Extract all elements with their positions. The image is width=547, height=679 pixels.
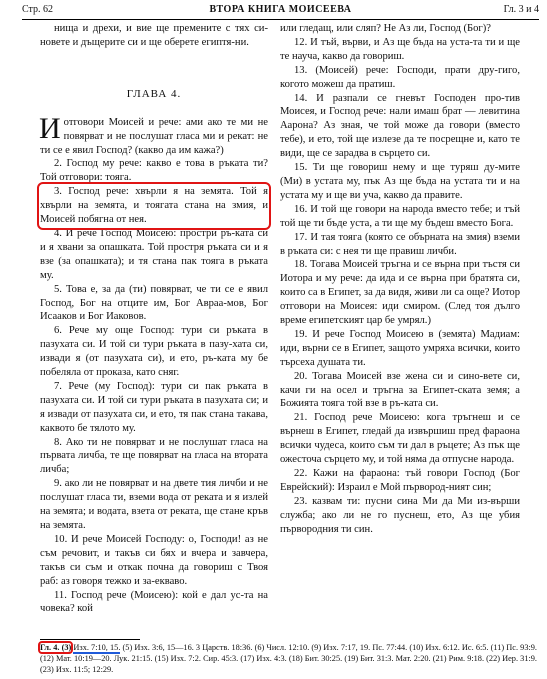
verse-17: 17. И тая тояга (която се обърната на змия) вземи в ръката си: с нея ти ще правиш личби. xyxy=(280,231,520,257)
verse-23: 23. казвам ти: пусни сина Ми да Ми из-върши служба; ако ли не го пуснеш, ето, Аз ще убия първородния ти син. xyxy=(280,495,520,535)
verse-14: 14. И разпали се гневът Господен про-тив Моисея, и Господ рече: нали имаш брат — левитина Аарона? Аз зная, че той може да говори (вместо тебе), и ето, той ще излезе да те посрещне и, като те види, ще се зарадва в сърцето си. xyxy=(280,92,520,160)
verse-15: 15. Ти ще говориш нему и ще туряш ду-мите (Ми) в устата му, пък Аз ще бъда на устата ти и на устата му и ще ви уча, какво да правите. xyxy=(280,162,520,201)
verse-7: 7. Рече (му Господ): тури си пак ръката в пазухата си. И той си тури ръката в пазухата си; и я извади от пазухата си, и ето, тя пак стана такава, каквото бе тялото му. xyxy=(40,380,268,434)
verse-9: 9. ако ли не повярват и на двете тия личби и не послушат гласа ти, вземи вода от реката и я излей на земята; и водата, взета от реката, ще стане кръв на земята. xyxy=(40,478,268,531)
verse-22: 22. Кажи на фараона: тъй говори Господ (Бог Еврейский): Израил е Мой първород-ният син; xyxy=(280,468,520,493)
verse-16: 16. И той ще говори на народа вместо тебе; и тъй той ще ти бъде уста, а ти ще му бъдеш вместо Бога. xyxy=(280,203,520,229)
footnote-rule xyxy=(40,639,140,640)
verse-continuation: нища и дрехи, и вие ще премените с тях си-новете и дъщерите си и ще оберете египтя-ни. xyxy=(40,23,268,48)
footnote-chapter-marker[interactable]: Гл. 4. (3) xyxy=(40,643,72,652)
verse-3-highlighted[interactable]: 3. Господ рече: хвърли я на земята. Той я хвърли на земята, и тоягата стана на змия, и Моисей побягна от нея. xyxy=(40,186,268,226)
verse-11-continuation: или гледащ, или сляп? Не Аз ли, Господ (Бог)? xyxy=(280,23,492,34)
verse-13: 13. (Моисей) рече: Господи, прати дру-гиго, когото можеш да пратиш. xyxy=(280,64,520,90)
drop-cap: И xyxy=(39,111,61,145)
verse-6: 6. Рече му още Господ: тури си ръката в пазухата си. И той си тури ръката в пазу-хата си, извади я (от пазухата си), и ето, ръ-ката му бе побеляла от проказа, като сняг. xyxy=(40,325,268,379)
verse-1-text: отговори Моисей и рече: ами ако те ми не повярват и не послушат гласа ми и рекат: не ти се е явил Господ? (какво да им кажа?) xyxy=(40,116,268,156)
header-rule xyxy=(22,19,539,20)
verse-2: 2. Господ му рече: какво е това в ръката ти? Той отговори: тояга. xyxy=(40,158,268,184)
page-header xyxy=(22,3,539,17)
verse-1 xyxy=(39,111,268,158)
left-column xyxy=(40,22,268,616)
chapter-heading: ГЛАВА 4. xyxy=(126,87,182,100)
verse-18: 18. Тогава Моисей тръгна и се върна при тъстя си Иотора и му рече: да ида и се върна при братята си, които са в Египет, за да видя, живи ли са още? Иотор отговори на Моисея: иди смиром. (След тоя дълго време египетският цар бе умрял.) xyxy=(280,259,520,327)
verse-5: 5. Това е, за да (ти) повярват, че ти се е явил Господ, Бог на отците им, Бог Авраа-мов, Бог Исааков и Бог Иаковов. xyxy=(40,283,268,323)
verse-10: 10. И рече Моисей Господу: о, Господи! аз не съм речовит, и такъв си бях и вчера и завчера, такъв си съм и откак почна да говориш с Твоя раб: аз говоря тежко и за-екваво. xyxy=(40,533,268,587)
verse-11: 11. Господ рече (Моисею): кой е дал ус-та на човека? кой xyxy=(40,589,268,615)
verse-12: 12. И тъй, върви, и Аз ще бъда на уста-та ти и ще те науча, какво да говориш. xyxy=(280,36,520,62)
verse-8: 8. Ако ти не повярват и не послушат гласа на първата личба, те ще повярват на гласа на втората личба; xyxy=(40,436,268,476)
verse-20: 20. Тогава Моисей взе жена си и сино-вете си, качи ги на осел и тръгна за Египет-ската земя; а Божията тояга той взе в ръ-ката си. xyxy=(280,370,520,410)
footnotes xyxy=(40,642,537,675)
footnote-cross-reference-link[interactable]: Изх. 7:10, 15. xyxy=(73,643,121,652)
footnote-references: (5) Изх. 3:6, 15—16. 3 Царств. 18:36. (6) Числ. 12:10. (9) Изх. 7:17, 19. Пс. 77:44. (10) Изх. 6:12. Ис. 6:5. (11) Пс. 93:9. (12) Мат. 10:19—20. Лук. 21:15. (15) Изх. 7:2. Сир. 45:3. (17) Изх. 4:3. (18) Бит. 30:25. (19) Бит. 31:3. Мат. 2:20. (21) Рим. 9:18. (22) Иер. 31:9. (23) Изх. 11:5; 12:29. xyxy=(40,643,538,674)
verse-4: 4. И рече Господ Моисею: простри ръ-ката си и я хвани за опашката. Той простря ръката си и я взе (за опашката); и тя стана пак тояга в ръката му. xyxy=(40,227,268,281)
verse-21: 21. Господ рече Моисею: кога тръгнеш и се върнеш в Египет, гледай да извършиш пред фараона всички чудеса, които съм ти дал в ръцете; Аз пък ще ожесточа сърцето му, и той няма да отпусне народа. xyxy=(280,412,520,466)
page-number: Стр. 62 xyxy=(22,4,54,15)
chapter-range: Гл. 3 и 4 xyxy=(503,4,539,15)
book-title: ВТОРА КНИГА МОИСЕЕВА xyxy=(209,4,352,15)
verse-19: 19. И рече Господ Моисею в (земята) Мадиам: иди, върни се в Египет, защото умряха всички, които търсеха душата ти. xyxy=(280,328,520,368)
right-column xyxy=(280,22,520,537)
